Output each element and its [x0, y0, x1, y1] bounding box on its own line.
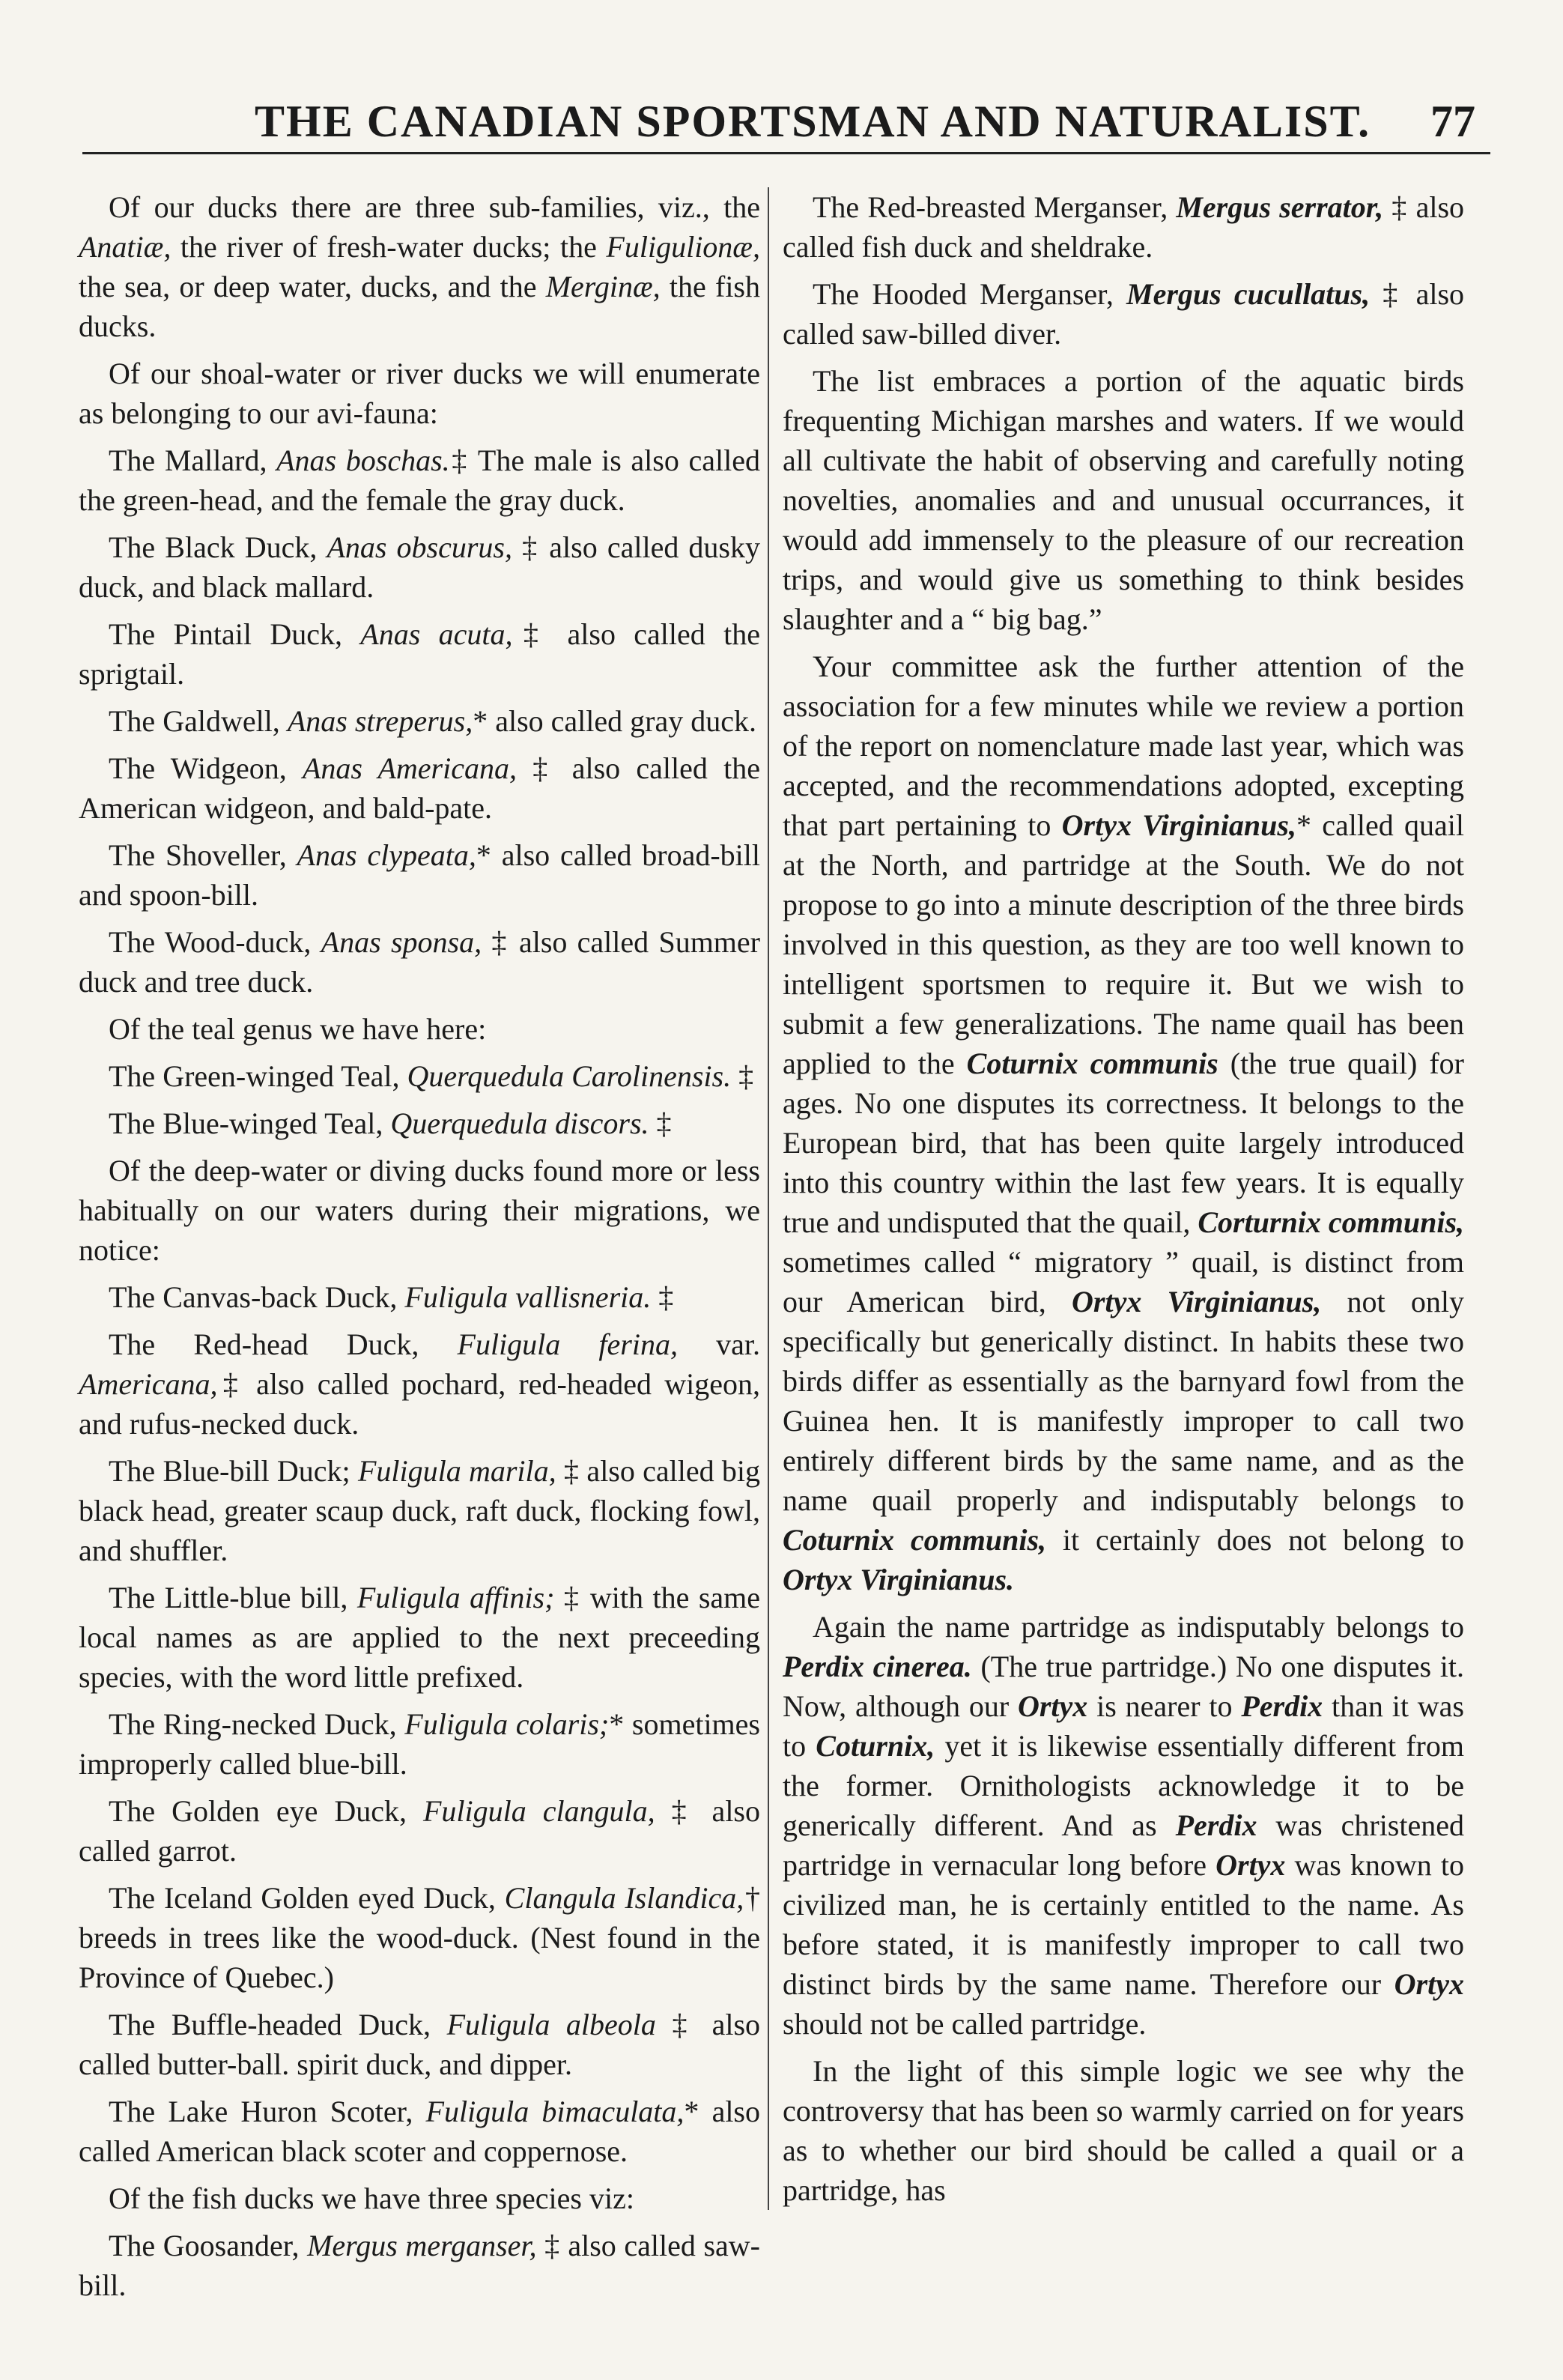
text-run: * sometimes improperly called blue-bill. [79, 1707, 760, 1781]
text-run: The Widgeon, [109, 751, 303, 785]
text-run: The Red-breasted Merganser, [813, 190, 1177, 224]
paragraph [79, 187, 760, 346]
text-run: The Galdwell, [109, 704, 288, 738]
text-run: ‡ also called saw-billed diver. [783, 277, 1465, 351]
text-run: ‡ also called Summer duck and tree duck. [79, 925, 760, 999]
paragraph [79, 1151, 760, 1270]
paragraph [79, 1324, 760, 1444]
species-name: Fuligulionæ, [606, 230, 760, 264]
paragraph [79, 2178, 760, 2218]
text-run: The Ring-necked Duck, [109, 1707, 405, 1741]
paragraph [79, 701, 760, 741]
species-name: Merginæ, [545, 270, 661, 303]
text-run: The Iceland Golden eyed Duck, [109, 1881, 505, 1915]
species-name: Ortyx Virginianus. [783, 1563, 1015, 1596]
species-name: Querquedula discors. [390, 1106, 649, 1140]
text-run: The Red-head Duck, [109, 1327, 458, 1361]
species-name: Ortyx [1017, 1689, 1088, 1723]
column-divider [768, 187, 769, 2210]
paragraph [79, 1878, 760, 1997]
paragraph [79, 1103, 760, 1143]
text-run: than it was to [783, 1689, 1464, 1763]
text-run: the river of fresh-water ducks; the [171, 230, 607, 264]
paragraph [783, 2051, 1464, 2210]
text-run: * also called gray duck. [473, 704, 756, 738]
text-run: The Lake Huron Scoter, [109, 2095, 426, 2128]
text-run: Your committee ask the further attention of the association for a few minutes while we review a portion of the report on nomenclature made last year, which was accepted, and the recommendations adopted, excepting that part pertaining to [783, 649, 1464, 842]
text-run: it certainly does not belong to [1046, 1523, 1465, 1557]
paragraph [79, 354, 760, 433]
text-run: The Hooded Merganser, [813, 277, 1127, 311]
species-name: Coturnix communis, [783, 1523, 1047, 1557]
text-run: * also called American black scoter and coppernose. [79, 2095, 761, 2168]
text-run: ‡ also called pochard, red-headed wigeon, and rufus-necked duck. [79, 1367, 760, 1441]
species-name: Ortyx Virginianus, [1072, 1285, 1322, 1318]
text-run: ‡ also called butter-ball. spirit duck, and dipper. [79, 2008, 761, 2081]
species-name: Anas streperus, [287, 704, 473, 738]
text-run: the sea, or deep water, ducks, and the [79, 270, 546, 303]
paragraph [79, 1056, 760, 1096]
species-name: Anas sponsa, [321, 925, 482, 959]
text-run: ‡ also called dusky duck, and black mallard. [79, 530, 760, 604]
text-run: should not be called partridge. [783, 2007, 1147, 2041]
text-run: is nearer to [1087, 1689, 1242, 1723]
paragraph [79, 748, 760, 828]
text-run: The Buffle-headed Duck, [109, 2008, 447, 2041]
species-name: Coturnix, [816, 1729, 935, 1763]
text-run: ‡ also called saw-bill. [79, 2229, 760, 2302]
right-column [783, 187, 1464, 2217]
text-run: ‡ [731, 1059, 754, 1093]
species-name: Anas Americana, [302, 751, 517, 785]
paragraph [79, 2226, 760, 2305]
species-name: Fuligula bimaculata, [425, 2095, 685, 2128]
paragraph [783, 361, 1464, 639]
text-run: The Blue-bill Duck; [109, 1454, 358, 1488]
paragraph [79, 527, 760, 607]
species-name: Fuligula clangula, [422, 1794, 655, 1828]
paragraph [79, 1009, 760, 1049]
paragraph [79, 1578, 760, 1697]
species-name: Anas obscurus, [327, 530, 512, 564]
paragraph [79, 440, 760, 520]
text-run: The Mallard, [109, 443, 277, 477]
text-run: ‡ also called garrot. [79, 1794, 760, 1868]
text-run: Again the name partridge as indisputably belongs to [813, 1610, 1464, 1644]
paragraph [783, 187, 1464, 267]
text-run: The Pintail Duck, [109, 617, 361, 651]
text-run: The Golden eye Duck, [109, 1794, 423, 1828]
paragraph [79, 1451, 760, 1570]
species-name: Fuligula albeola [446, 2008, 656, 2041]
text-run: Of the teal genus we have here: [109, 1012, 487, 1046]
species-name: Mergus cucullatus, [1126, 277, 1371, 311]
species-name: Perdix cinerea. [783, 1650, 972, 1683]
text-run: The Little-blue bill, [109, 1581, 357, 1614]
species-name: Americana, [79, 1367, 218, 1401]
text-run: ‡ also called big black head, greater scaup duck, raft duck, flocking fowl, and shuffler. [79, 1454, 760, 1567]
text-run: the fish ducks. [79, 270, 761, 343]
text-run: ‡ also called the American widgeon, and bald-pate. [79, 751, 760, 825]
paragraph [79, 922, 760, 1002]
text-run: Of our ducks there are three sub-families, viz., the [109, 190, 760, 224]
species-name: Coturnix communis [966, 1047, 1218, 1080]
text-run: In the light of this simple logic we see why the controversy that has been so warmly carried on for years as to whether our bird should be called a quail or a partridge, has [783, 2054, 1464, 2207]
species-name: Ortyx Virginianus, [1061, 808, 1296, 842]
species-name: Fuligula marila, [357, 1454, 556, 1488]
text-run: var. [677, 1327, 760, 1361]
text-run: The Canvas-back Duck, [109, 1280, 405, 1314]
species-name: Perdix [1175, 1808, 1257, 1842]
running-title: THE CANADIAN SPORTSMAN AND NATURALIST. [255, 97, 1371, 146]
species-name: Fuligula colaris; [404, 1707, 610, 1741]
left-column [79, 187, 760, 2313]
text-run: not only specifically but generically distinct. In habits these two birds differ as essentially as the barnyard fowl from the Guinea hen. It is manifestly improper to call two entirely different birds by the same name, and as the name quail properly and indisputably belongs to [783, 1285, 1464, 1517]
text-run: ‡ [651, 1280, 674, 1314]
text-run: The Shoveller, [109, 838, 297, 872]
text-run: Of our shoal-water or river ducks we will enumerate as belonging to our avi-fauna: [79, 357, 760, 430]
header-rule [82, 152, 1490, 154]
paragraph [783, 274, 1464, 354]
species-name: Anas acuta, [360, 617, 513, 651]
text-run: The Green-winged Teal, [109, 1059, 407, 1093]
species-name: Corturnix communis, [1198, 1205, 1465, 1239]
species-name: Clangula Islandica, [504, 1881, 744, 1915]
paragraph [79, 2092, 760, 2171]
page-number: 77 [1430, 97, 1475, 146]
text-run: Of the fish ducks we have three species viz: [109, 2181, 634, 2215]
text-run: (the true quail) for ages. No one disputes its correctness. It belongs to the European bird, that has been quite largely introduced into this country within the last few years. It is equally true and undisputed that the quail, [783, 1047, 1464, 1239]
species-name: Anas boschas. [276, 443, 450, 477]
paragraph [79, 2005, 760, 2084]
text-run: The list embraces a portion of the aquatic birds frequenting Michigan marshes and waters. If we would all cultivate the habit of observing and carefully noting novelties, anomalies and and unusual occurrances, it would add immensely to the pleasure of our recreation trips, and would give us something to think besides slaughter and a “ big bag.” [783, 364, 1464, 636]
text-run: was known to civilized man, he is certainly entitled to the name. As before stated, it is manifestly improper to call two distinct birds by the same name. Therefore our [783, 1848, 1464, 2001]
species-name: Perdix [1241, 1689, 1323, 1723]
text-run: The Black Duck, [109, 530, 327, 564]
species-name: Ortyx [1394, 1967, 1464, 2001]
text-run: The Goosander, [109, 2229, 308, 2262]
paragraph [783, 647, 1464, 1599]
text-run: ‡ with the same local names as are applied to the next preceeding species, with the word little prefixed. [79, 1581, 761, 1694]
text-run: ‡ also called the sprigtail. [79, 617, 760, 691]
text-run: was christened partridge in vernacular long before [783, 1808, 1464, 1882]
text-run: yet it is likewise essentially different from the former. Ornithologists acknowledge it to be generically different. And as [783, 1729, 1464, 1842]
species-name: Mergus merganser, [307, 2229, 537, 2262]
text-run: † breeds in trees like the wood-duck. (Nest found in the Province of Quebec.) [79, 1881, 761, 1994]
species-name: Fuligula affinis; [356, 1581, 555, 1614]
species-name: Anas clypeata, [297, 838, 476, 872]
paragraph [79, 1791, 760, 1871]
text-run: ‡ The male is also called the green-head, and the female the gray duck. [79, 443, 760, 517]
text-run: ‡ [649, 1106, 672, 1140]
text-run: ‡ also called fish duck and sheldrake. [783, 190, 1465, 264]
paragraph [783, 1607, 1464, 2044]
text-run: Of the deep-water or diving ducks found more or less habitually on our waters during their migrations, we notice: [79, 1154, 760, 1267]
text-run: The Blue-winged Teal, [109, 1106, 391, 1140]
species-name: Fuligula vallisneria. [404, 1280, 652, 1314]
species-name: Anatiæ, [79, 230, 172, 264]
species-name: Ortyx [1216, 1848, 1286, 1882]
species-name: Fuligula ferina, [457, 1327, 678, 1361]
page-header [82, 96, 1490, 148]
text-run: sometimes called “ migratory ” quail, is distinct from our American bird, [783, 1245, 1464, 1318]
paragraph [79, 1704, 760, 1784]
text-run: * also called broad-bill and spoon-bill. [79, 838, 761, 912]
paragraph [79, 1277, 760, 1317]
text-run: * called quail at the North, and partridge at the South. We do not propose to go into a minute description of the three birds involved in this question, as they are too well known to intelligent sportsmen to require it. But we wish to submit a few generalizations. The name quail has been applied to the [783, 808, 1465, 1080]
paragraph [79, 614, 760, 694]
species-name: Mergus serrator, [1176, 190, 1384, 224]
paragraph [79, 835, 760, 915]
text-run: (The true partridge.) No one disputes it. Now, although our [783, 1650, 1464, 1723]
species-name: Querquedula Carolinensis. [407, 1059, 732, 1093]
text-run: The Wood-duck, [109, 925, 321, 959]
